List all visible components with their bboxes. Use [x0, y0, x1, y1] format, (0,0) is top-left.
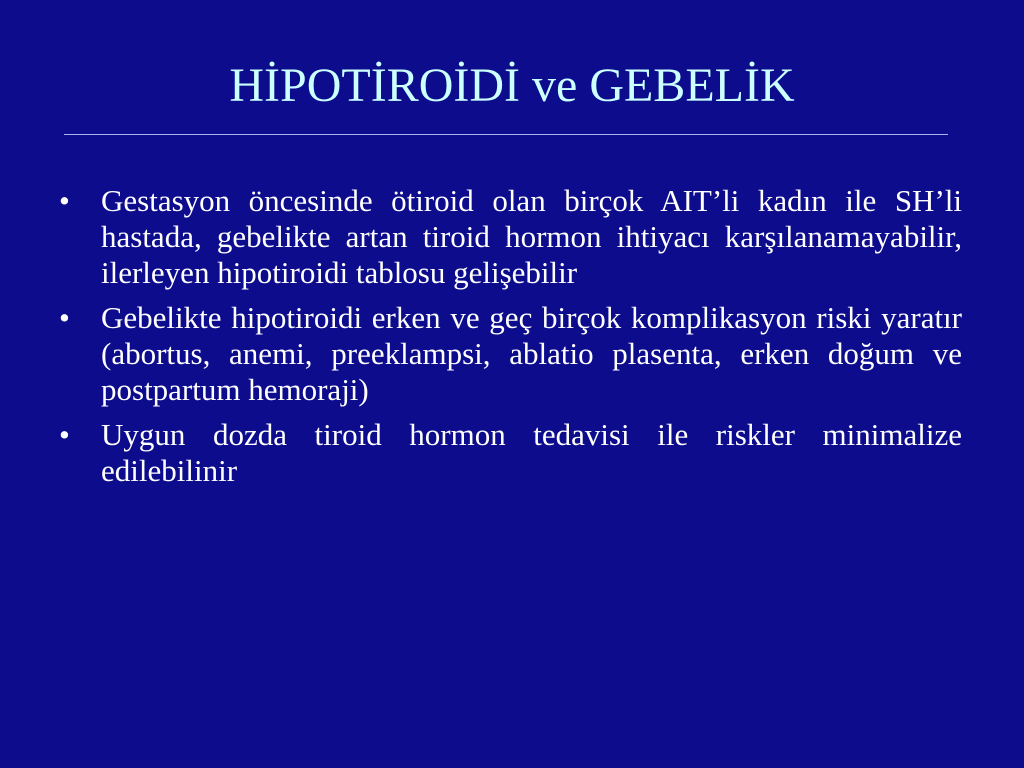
bullet-icon: • — [59, 417, 70, 452]
bullet-icon: • — [59, 300, 70, 335]
bullet-text: Uygun dozda tiroid hormon tedavisi ile riskler minimalize edilebilinir — [101, 417, 962, 488]
slide-title: HİPOTİROİDİ ve GEBELİK — [229, 59, 795, 112]
bullet-item — [59, 417, 962, 489]
bullet-item — [59, 300, 962, 408]
bullet-text: Gestasyon öncesinde ötiroid olan birçok AIT’li kadın ile SH’li hastada, gebelikte artan tiroid hormon ihtiyacı karşılanamayabilir, ilerleyen hipotiroidi tablosu gelişebilir — [101, 183, 962, 290]
title-divider — [64, 134, 948, 135]
bullet-list — [59, 183, 962, 498]
bullet-text: Gebelikte hipotiroidi erken ve geç birçok komplikasyon riski yaratır (abortus, anemi, preeklampsi, ablatio plasenta, erken doğum ve postpartum hemoraji) — [101, 300, 962, 407]
bullet-item — [59, 183, 962, 291]
bullet-icon: • — [59, 183, 70, 218]
